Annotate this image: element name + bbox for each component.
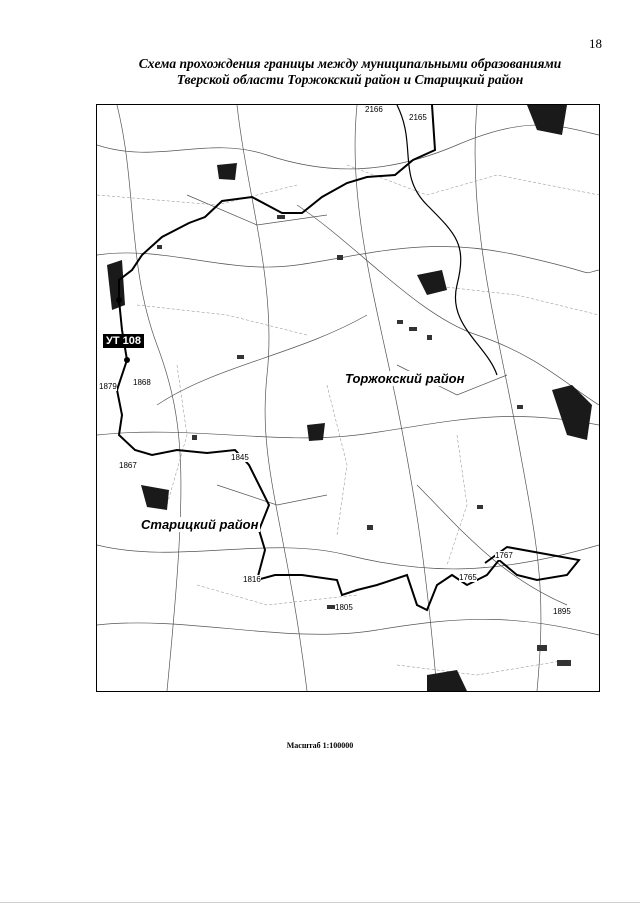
district-label-staritsa: Старицкий район [141, 517, 259, 532]
settlements [157, 215, 571, 666]
boundary-number: 1868 [133, 378, 151, 387]
district-boundary [117, 105, 579, 610]
boundary-number: 1767 [495, 551, 513, 560]
map-title [0, 56, 640, 88]
boundary-number: 2165 [409, 113, 427, 122]
boundary-number: 1765 [459, 573, 477, 582]
boundary-number: 1845 [231, 453, 249, 462]
boundary-point [116, 297, 122, 303]
boundary-point [124, 357, 130, 363]
boundary-number: 2166 [365, 105, 383, 114]
page-number: 18 [589, 36, 602, 51]
boundary-number: 1805 [335, 603, 353, 612]
district-label-torzhok: Торжокский район [345, 371, 465, 386]
map-frame [96, 104, 600, 692]
title-line-1: Схема прохождения границы между муниципальными образованиями [138, 56, 562, 71]
map-scale: Масштаб 1:100000 [286, 741, 354, 750]
boundary-number: 1816 [243, 575, 261, 584]
boundary-number: 1867 [119, 461, 137, 470]
page-bottom-edge [0, 902, 640, 903]
river [397, 105, 497, 375]
boundary-number: 1879 [99, 382, 117, 391]
minor-roads [97, 165, 599, 675]
boundary-number: 1895 [553, 607, 571, 616]
title-line-2: Тверской области Торжокский район и Старицкий район [176, 72, 524, 87]
ut-label: УТ 108 [103, 334, 144, 348]
